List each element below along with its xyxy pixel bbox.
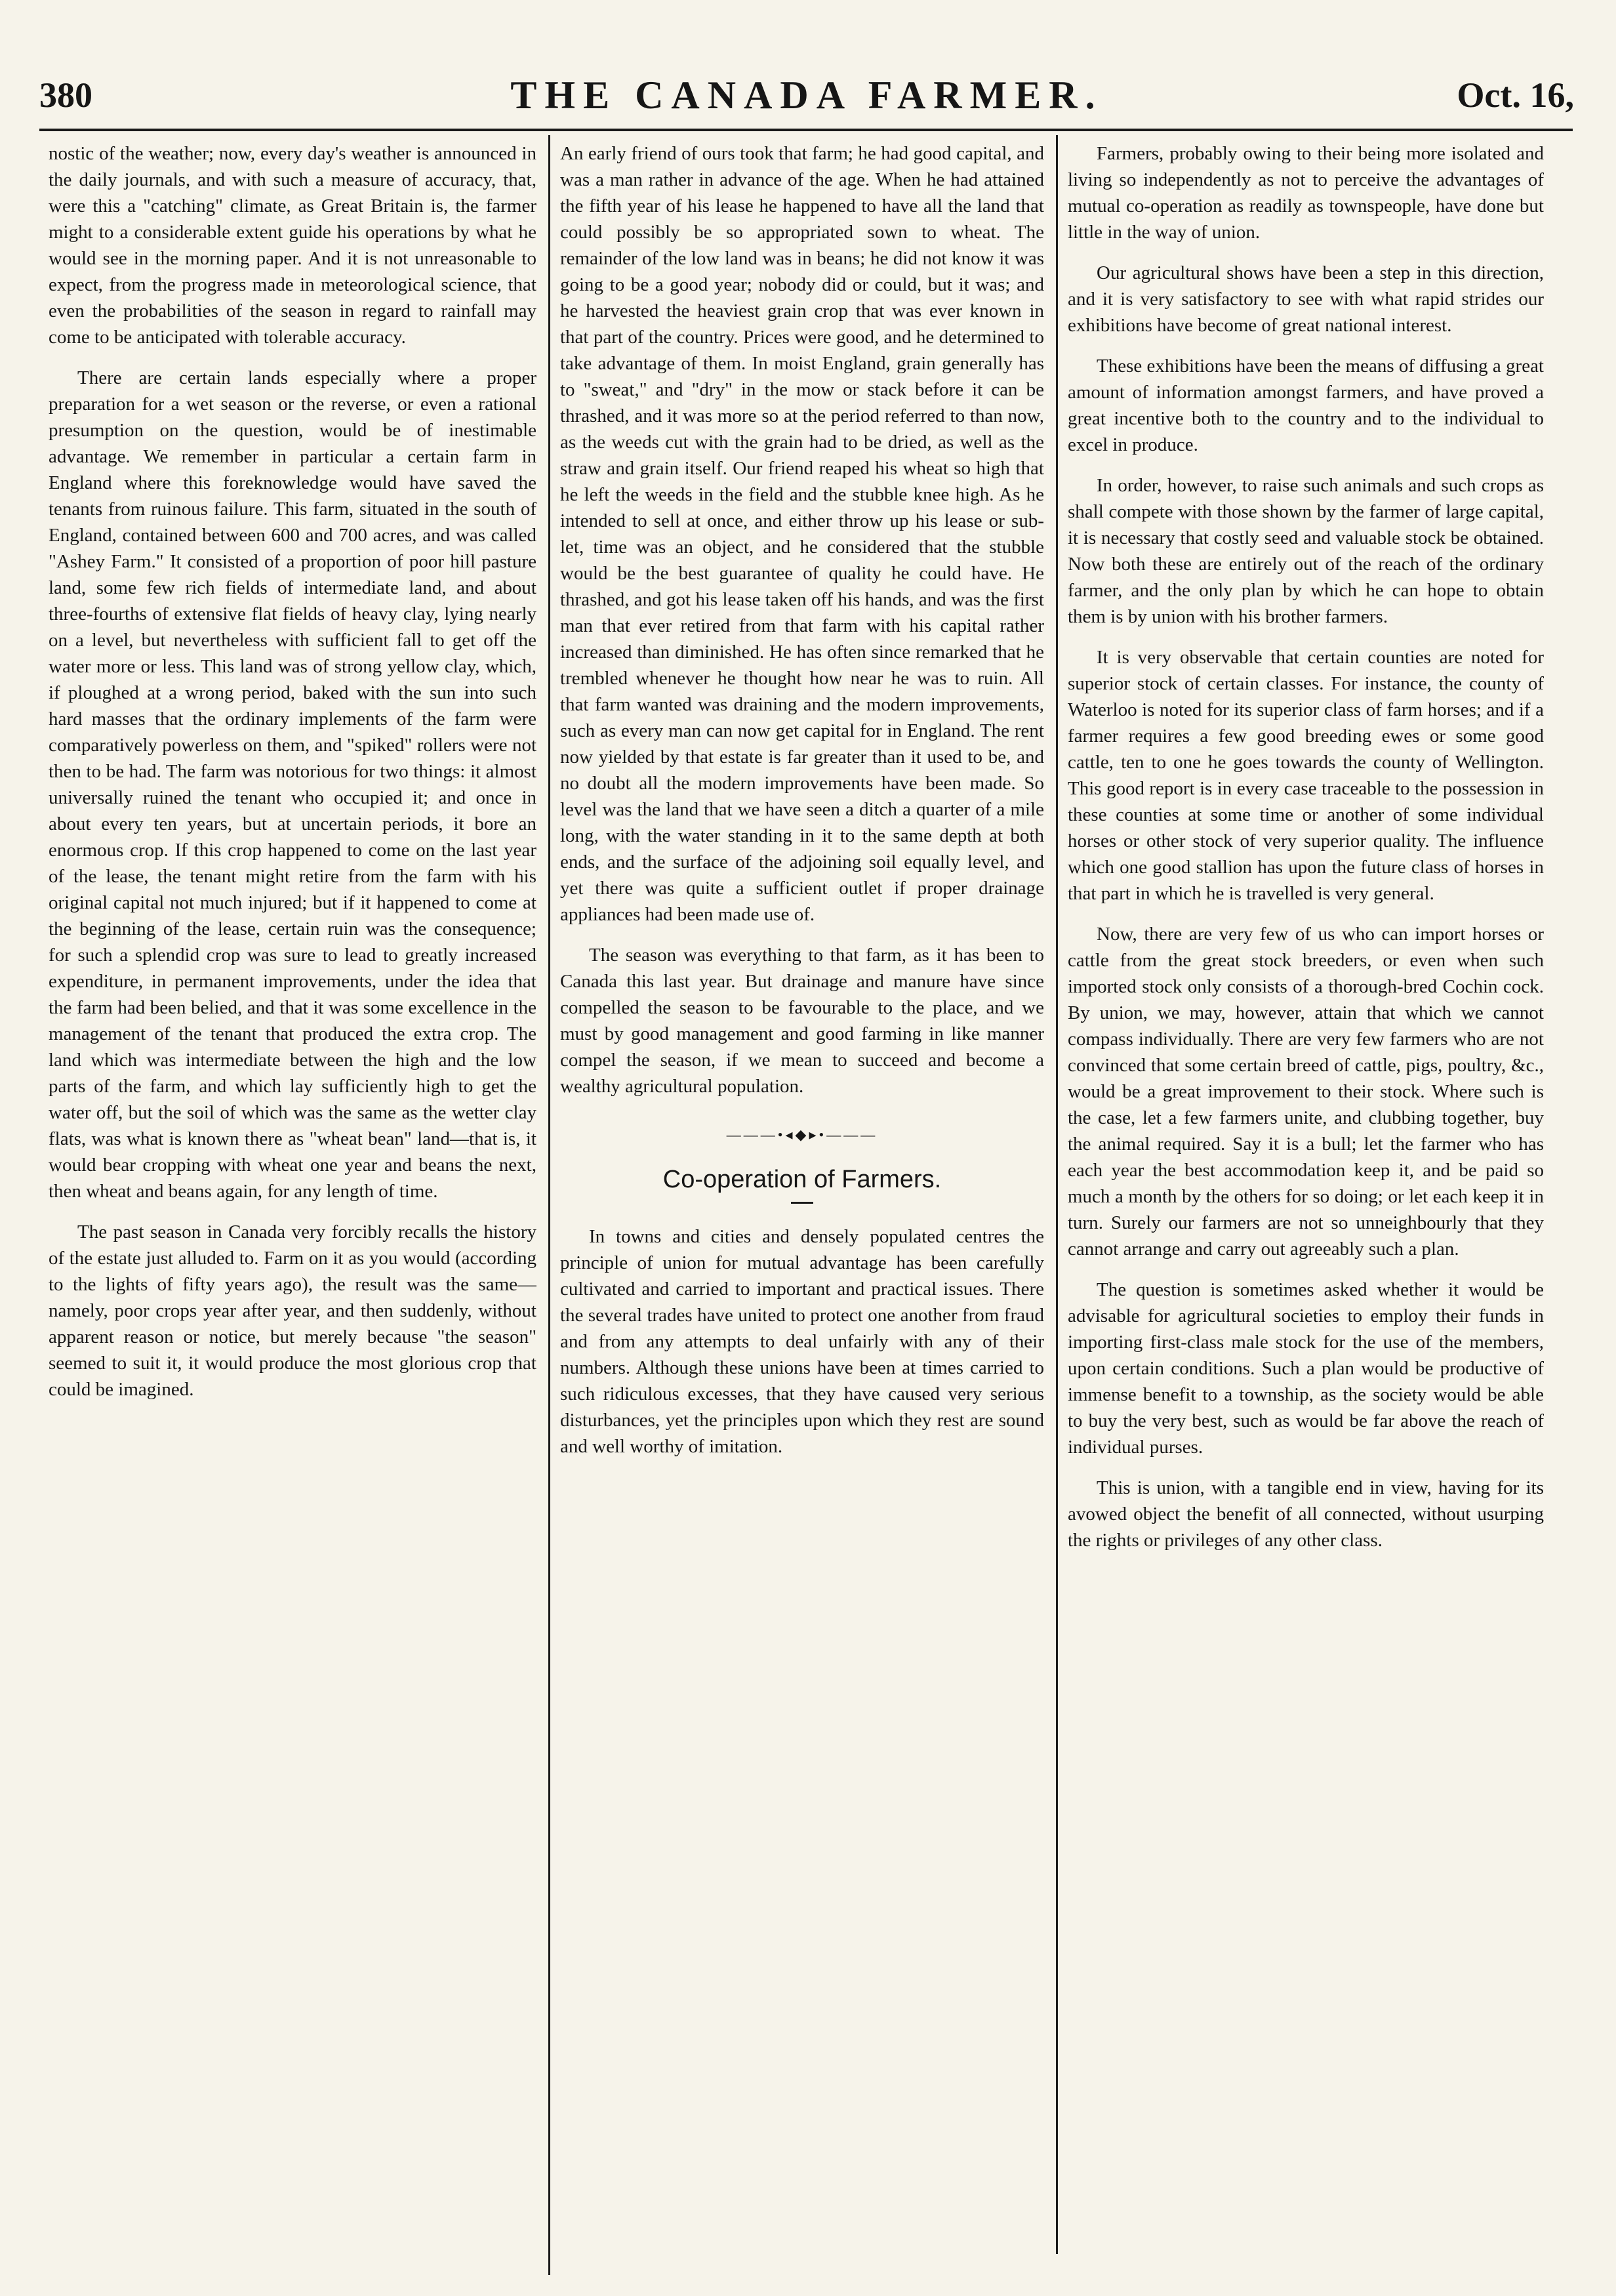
paragraph: The question is sometimes asked whether it would be advisable for agricultural societies to employ their funds in importing first-class male stock for the use of the members, upon certain conditions. Such a plan would be productive of immense benefit to a township, as the society would be able to buy the very best, such as would be far above the reach of individual purses. bbox=[1068, 1279, 1544, 1458]
masthead bbox=[39, 68, 1574, 122]
paragraph: In order, however, to raise such animals and such crops as shall compete with those shown by the farmer of large capital, it is necessary that costly seed and valuable stock be obtained. Now both these are entirely out of the reach of the ordinary farmer, and the only plan by which he can hope to obtain them is by union with his brother farmers. bbox=[1068, 475, 1544, 627]
column-middle bbox=[560, 140, 1044, 2272]
issue-date: Oct. 16, bbox=[1457, 75, 1574, 115]
paragraph: An early friend of ours took that farm; he had good capital, and was a man rather in advance of the age. When he had attained the fifth year of his lease he happened to have all the land that could possibly be so appropriated sown to wheat. The remainder of the low land was in beans; he did not know it was going to be a good year; nobody did or could, but it was; and he harvested the heaviest grain crop that was ever known in that part of the country. Prices were good, and he determined to take advantage of them. In moist England, grain generally has to "sweat," and "dry" in the mow or stack before it can be thrashed, and it was more so at the period referred to than now, as the weeds cut with the grain had to be dried, as well as the straw and grain itself. Our friend reaped his wheat so high that he left the weeds in the field and the stubble knee high. As he intended to sell at once, and either throw up his lease or sub-let, time was an object, and he considered that the stubble would be the best guarantee of quality he could have. He thrashed, and got his lease taken off his hands, and was the first man that ever retired from that farm with his capital rather increased than diminished. He has often since remarked that he trembled whenever he thought how near he was to ruin. All that farm wanted was draining and the modern improvements, such as every man can now get capital for in England. The rent now yielded by that estate is far greater than it used to be, and no doubt all the modern improvements have been made. So level was the land that we have seen a ditch a quarter of a mile long, with the water standing in it to the same depth at both ends, and the surface of the adjoining soil equally level, and yet there was quite a sufficient outlet if proper drainage appliances had been made use of. bbox=[560, 143, 1044, 925]
paragraph: nostic of the weather; now, every day's weather is announced in the daily journals, and with such a measure of accuracy, that, were this a "catching" climate, as Great Britain is, the farmer might to a considerable extent guide his operations by what he would see in the morning paper. And it is not unreasonable to expect, from the progress made in meteorological science, that even the probabilities of the season in regard to rainfall may come to be anticipated with tolerable accuracy. bbox=[49, 143, 536, 348]
column-right bbox=[1068, 140, 1544, 2272]
column-divider bbox=[548, 135, 550, 2275]
paragraph: Farmers, probably owing to their being more isolated and living so independently as not to perceive the advantages of mutual co-operation as readily as townspeople, have done but little in the way of union. bbox=[1068, 143, 1544, 243]
header-rule bbox=[39, 129, 1573, 131]
paragraph: These exhibitions have been the means of diffusing a great amount of information amongst farmers, and have proved a great incentive both to the country and to the individual to excel in produce. bbox=[1068, 356, 1544, 455]
paragraph: The season was everything to that farm, as it has been to Canada this last year. But drainage and manure have since compelled the season to be favourable to the place, and we must by good management and good farming in like manner compel the season, if we mean to succeed and become a wealthy agricultural population. bbox=[560, 945, 1044, 1097]
page-number: 380 bbox=[39, 75, 92, 115]
paragraph: Our agricultural shows have been a step in this direction, and it is very satisfactory to see with what rapid strides our exhibitions have become of great national interest. bbox=[1068, 262, 1544, 336]
paragraph: Now, there are very few of us who can import horses or cattle from the great stock breeders, or even when such imported stock only consists of a thorough-bred Cochin cock. By union, we may, however, attain that which we cannot compass individually. There are very few farmers who are not convinced that some certain breed of cattle, pigs, poultry, &c., would be a great improvement to their stock. Where such is the case, let a few farmers unite, and clubbing together, buy the animal required. Say it is a bull; let the farmer who has each year the best accommodation keep it, and be paid so much a month by the others for so doing; or let each keep it in turn. Surely our farmers are not so unneighbourly that they cannot arrange and carry out agreeably such a plan. bbox=[1068, 924, 1544, 1260]
publication-title: THE CANADA FARMER. bbox=[510, 73, 1103, 117]
paragraph: There are certain lands especially where a proper preparation for a wet season or the reverse, or even a rational presumption on the question, would be of inestimable advantage. We remember in particular a certain farm in England where this foreknowledge would have saved the tenants from ruinous failure. This farm, situated in the south of England, contained between 600 and 700 acres, and was called "Ashey Farm." It consisted of a proportion of poor hill pasture land, some few rich fields of intermediate land, and about three-fourths of extensive flat fields of heavy clay, lying nearly on a level, but nevertheless with sufficient fall to get off the water more or less. This land was of strong yellow clay, which, if ploughed at a wrong period, baked with the sun into such hard masses that the ordinary implements of the farm were comparatively powerless on them, and "spiked" rollers were not then to be had. The farm was notorious for two things: it almost universally ruined the tenant who occupied it; and once in about every ten years, but at uncertain periods, it bore an enormous crop. If this crop happened to come on the last year of the lease, the tenant might retire from the farm with his original capital not much injured; but if it happened to come at the beginning of the lease, certain ruin was the consequence; for such a splendid crop was sure to lead to greatly increased expenditure, in permanent improvements, under the idea that the farm had been belied, and that it was some excellence in the management of the tenant that produced the extra crop. The land which was intermediate between the high and the low parts of the farm, and which lay sufficiently high to get the water off, but the soil of which was the same as the wetter clay flats, was what is known there as "wheat bean" land—that is, it would bear cropping with wheat one year and beans the next, then wheat and beans again, for any length of time. bbox=[49, 367, 536, 1202]
paragraph: It is very observable that certain counties are noted for superior stock of certain classes. For instance, the county of Waterloo is noted for its superior class of farm horses; and if a farmer requires a few good breeding ewes or some good cattle, ten to one he goes towards the county of Wellington. This good report is in every case traceable to the possession in these counties at some time or another of some individual horses or other stock of very superior quality. The influence which one good stallion has upon the future class of horses in that part in which he is travelled is very general. bbox=[1068, 647, 1544, 904]
heading-rule bbox=[791, 1202, 813, 1204]
paragraph: The past season in Canada very forcibly recalls the history of the estate just alluded to. Farm on it as you would (according to the lights of fifty years ago), the result was the same—namely, poor crops year after year, and then suddenly, without apparent reason or notice, but merely because "the season" seemed to suit it, it would produce the most glorious crop that could be imagined. bbox=[49, 1221, 536, 1400]
paragraph: This is union, with a tangible end in view, having for its avowed object the benefit of all connected, without usurping the rights or privileges of any other class. bbox=[1068, 1477, 1544, 1551]
column-left bbox=[49, 140, 536, 2272]
column-divider bbox=[1056, 135, 1058, 2254]
section-ornament: ———•◂◆▸•——— bbox=[726, 1126, 878, 1143]
paragraph: In towns and cities and densely populated centres the principle of union for mutual advantage has been carefully cultivated and carried to important and practical issues. There the several trades have united to protect one another from fraud and from any attempts to deal unfairly with any of their numbers. Although these unions have been at times carried to such ridiculous excesses, that they have caused very serious disturbances, yet the principles upon which they rest are sound and well worthy of imitation. bbox=[560, 1226, 1044, 1457]
section-heading: Co-operation of Farmers. bbox=[662, 1166, 942, 1193]
